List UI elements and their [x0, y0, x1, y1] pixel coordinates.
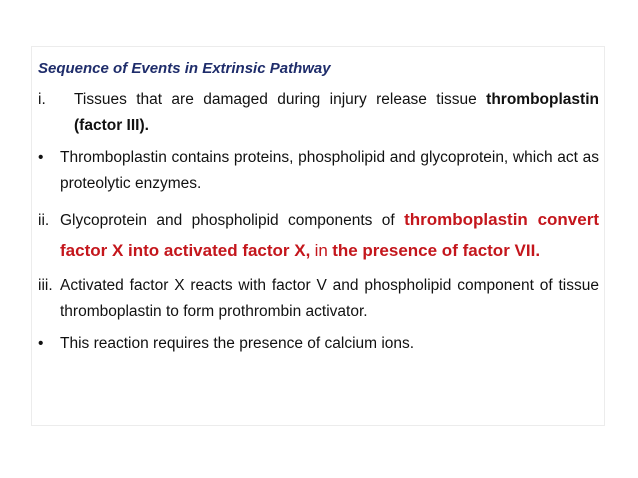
slide-content-box — [31, 46, 605, 426]
list-marker-ii: ii. — [38, 212, 50, 229]
list-item-ii-highlight-1: thromboplastin convert factor X into activated factor X, — [60, 210, 599, 260]
list-marker-iii: iii. — [38, 277, 53, 294]
bullet-item-1-text: Thromboplastin contains proteins, phospholipid and glycoprotein, which act as proteolytic enzymes. — [60, 149, 599, 192]
bullet-marker-1: • — [38, 149, 44, 166]
list-item-i-bold: thromboplastin (factor III). — [74, 91, 599, 134]
list-marker-i: i. — [38, 91, 46, 108]
list-item-iii — [38, 273, 599, 325]
list-item-i-text: Tissues that are damaged during injury release tissue — [74, 91, 477, 108]
bullet-item-1 — [38, 145, 599, 197]
list-item-ii-text: Glycoprotein and phospholipid components of — [60, 212, 395, 229]
list-item-iii-text: Activated factor X reacts with factor V and phospholipid component of tissue thromboplastin to form prothrombin activator. — [60, 277, 599, 320]
bullet-marker-2: • — [38, 335, 44, 352]
list-item-ii — [38, 205, 599, 267]
slide-heading: Sequence of Events in Extrinsic Pathway — [38, 60, 331, 77]
bullet-item-2-text: This reaction requires the presence of calcium ions. — [60, 335, 415, 352]
list-item-ii-highlight-2: the presence of factor VII. — [332, 241, 541, 260]
list-item-i — [38, 87, 599, 139]
list-item-ii-connector: in — [314, 241, 328, 260]
bullet-item-2 — [38, 331, 599, 357]
slide-body — [38, 59, 599, 357]
